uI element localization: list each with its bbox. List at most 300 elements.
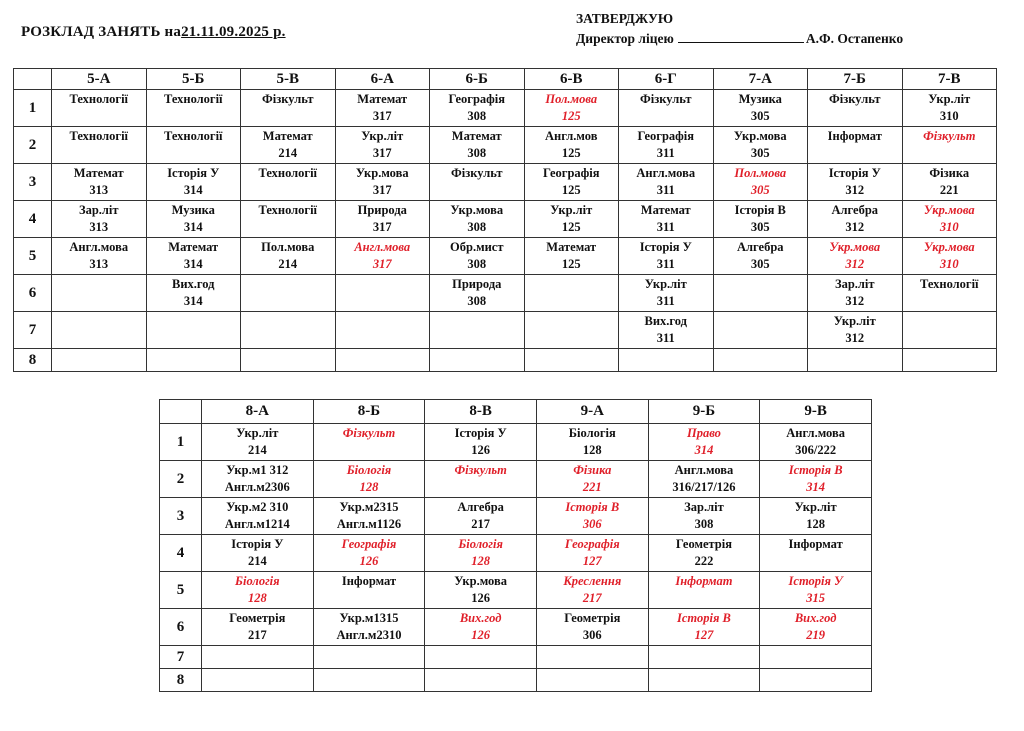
subject-text: Технології [258,166,318,180]
room-text: 310 [939,109,959,123]
lesson-cell [713,164,808,201]
lesson-cell [536,535,648,572]
schedule-table-grades-5-7 [13,68,997,372]
room-text: 314 [694,443,714,457]
lesson-cell [202,669,314,692]
room-text: 126 [359,554,379,568]
lesson-cell [902,201,997,238]
lesson-cell [760,498,872,535]
room-text: 125 [561,109,581,123]
class-header: 8-А [202,400,314,424]
lesson-cell [713,349,808,372]
room-text: 313 [89,257,109,271]
subject-text: Історія В [788,463,843,477]
room-text: 128 [582,443,602,457]
room-text: 214 [247,443,267,457]
room-text: 317 [372,146,392,160]
room-text: 308 [467,257,487,271]
room-text: Англ.м1126 [336,517,402,531]
approve-role: Директор ліцею [576,31,674,46]
lesson-cell [430,201,525,238]
room-text: 312 [845,257,865,271]
subject-text: Технології [919,277,979,291]
subject-text: Англ.мова [636,166,696,180]
room-text: 305 [750,183,770,197]
approval-block [576,9,903,49]
lesson-row [14,349,997,372]
lesson-cell [241,312,336,349]
room-text: 314 [183,294,203,308]
room-text: 314 [183,220,203,234]
subject-text: Укр.літ [928,92,971,106]
subject-text: Англ.мов [545,129,598,143]
room-text: 128 [359,480,379,494]
lesson-cell [146,349,241,372]
class-header: 7-А [713,69,808,90]
class-header-row [160,400,872,424]
room-text: 314 [806,480,826,494]
lesson-row [14,164,997,201]
lesson-cell [430,312,525,349]
lesson-cell [808,238,903,275]
lesson-cell [146,127,241,164]
lesson-cell [902,164,997,201]
lesson-number: 2 [160,461,202,498]
lesson-number: 3 [14,164,52,201]
lesson-cell [425,424,537,461]
title-date: 21.11.09.2025 р. [181,24,286,40]
lesson-cell [524,90,619,127]
lesson-cell [619,127,714,164]
lesson-cell [241,201,336,238]
room-text: 314 [183,257,203,271]
lesson-cell [146,312,241,349]
lesson-cell [536,669,648,692]
lesson-number: 6 [14,275,52,312]
room-text: 312 [845,331,865,345]
room-text: 312 [845,183,865,197]
lesson-cell [425,609,537,646]
lesson-number: 8 [14,349,52,372]
subject-text: Природа [357,203,407,217]
room-text: 217 [247,628,267,642]
room-text: 221 [939,183,959,197]
room-text: 128 [247,591,267,605]
lesson-row [160,669,872,692]
room-text: Англ.м2310 [336,628,402,642]
subject-text: Вих.год [172,277,215,291]
lesson-cell [524,312,619,349]
subject-text: Фізкульт [829,92,881,106]
lesson-cell [648,461,760,498]
room-text: 126 [471,628,491,642]
room-text: 305 [750,146,770,160]
lesson-cell [313,498,425,535]
subject-text: Геометрія [229,611,286,625]
room-text: 306/222 [795,443,837,457]
subject-text: Інформат [341,574,397,588]
class-header: 9-Б [648,400,760,424]
room-text: 126 [471,443,491,457]
subject-text: Фізика [573,463,612,477]
room-text: 311 [656,331,675,345]
lesson-cell [313,609,425,646]
subject-text: Обр.мист [450,240,504,254]
subject-text: Вих.год [794,611,837,625]
room-text: 127 [694,628,714,642]
lesson-number: 8 [160,669,202,692]
lesson-cell [536,424,648,461]
lesson-cell [648,424,760,461]
subject-text: Алгебра [736,240,784,254]
schedule-table-grades-8-9 [159,399,872,692]
lesson-cell [760,646,872,669]
class-header: 5-В [241,69,336,90]
lesson-cell [425,498,537,535]
lesson-cell [536,572,648,609]
subject-text: Математ [262,129,313,143]
subject-text: Географія [564,537,620,551]
subject-text: Фізкульт [451,166,503,180]
lesson-cell [524,127,619,164]
subject-text: Фізкульт [342,426,396,440]
room-text: 308 [467,294,487,308]
lesson-cell [648,572,760,609]
lesson-cell [902,312,997,349]
lesson-row [14,201,997,238]
approve-name: А.Ф. Остапенко [805,31,904,46]
class-header: 7-Б [808,69,903,90]
room-text: 214 [278,146,298,160]
lesson-number: 7 [14,312,52,349]
lesson-cell [430,275,525,312]
subject-text: Історія В [677,611,731,625]
subject-text: Креслення [563,574,622,588]
lesson-cell [202,498,314,535]
lesson-cell [335,90,430,127]
subject-text: Зар.літ [78,203,119,217]
subject-text: Укр.м2315 [339,500,399,514]
lesson-cell [313,461,425,498]
subject-text: Укр.літ [361,129,404,143]
lesson-row [14,127,997,164]
room-text: 305 [750,220,770,234]
lesson-cell [713,275,808,312]
subject-text: Історія В [734,203,786,217]
lesson-cell [430,90,525,127]
subject-text: Математ [451,129,502,143]
subject-text: Математ [168,240,219,254]
lesson-cell [335,164,430,201]
room-text: 311 [656,183,675,197]
room-text: 214 [247,554,267,568]
room-text: 125 [561,183,581,197]
lesson-cell [241,275,336,312]
subject-text: Англ.мова [69,240,129,254]
lesson-cell [335,312,430,349]
room-text: 315 [806,591,826,605]
subject-text: Географія [448,92,506,106]
subject-text: Математ [73,166,124,180]
lesson-cell [808,312,903,349]
lesson-cell [902,127,997,164]
subject-text: Математ [357,92,408,106]
subject-text: Історія У [788,574,843,588]
lesson-cell [619,275,714,312]
lesson-cell [619,349,714,372]
lesson-cell [202,646,314,669]
subject-text: Пол.мова [734,166,787,180]
lesson-cell [430,349,525,372]
lesson-cell [52,312,147,349]
lesson-cell [430,238,525,275]
lesson-cell [146,275,241,312]
subject-text: Укр.мова [923,240,975,254]
lesson-cell [648,646,760,669]
subject-text: Укр.мова [733,129,787,143]
lesson-cell [202,461,314,498]
approve-signature-line [576,29,903,49]
lesson-cell [902,90,997,127]
lesson-cell [713,312,808,349]
lesson-cell [52,90,147,127]
lesson-row [14,90,997,127]
subject-text: Укр.мова [829,240,881,254]
lesson-cell [146,238,241,275]
class-header: 6-Г [619,69,714,90]
room-text: Англ.м1214 [224,517,290,531]
subject-text: Укр.м2 310 [226,500,289,514]
room-text: 305 [750,257,770,271]
room-text: 126 [471,591,491,605]
lesson-cell [524,349,619,372]
subject-text: Укр.літ [644,277,687,291]
room-text: 217 [471,517,491,531]
lesson-number: 2 [14,127,52,164]
lesson-cell [536,609,648,646]
class-header: 8-Б [313,400,425,424]
lesson-number: 4 [160,535,202,572]
lesson-cell [536,498,648,535]
subject-text: Біологія [568,426,616,440]
subject-text: Укр.мова [923,203,975,217]
subject-text: Фізкульт [923,129,976,143]
lesson-cell [52,127,147,164]
subject-text: Технології [163,92,223,106]
room-text: 306 [582,628,602,642]
lesson-cell [425,646,537,669]
class-header-row [14,69,997,90]
lesson-cell [760,535,872,572]
lesson-cell [648,669,760,692]
lesson-cell [335,238,430,275]
room-text: 311 [656,294,675,308]
room-text: 308 [467,220,487,234]
subject-text: Право [687,426,721,440]
lesson-cell [808,127,903,164]
lesson-cell [619,201,714,238]
room-text: 305 [750,109,770,123]
lesson-cell [335,275,430,312]
lesson-number: 3 [160,498,202,535]
lesson-cell [202,424,314,461]
room-text: 312 [845,294,865,308]
corner-cell [160,400,202,424]
room-text: 316/217/126 [672,480,736,494]
lesson-cell [425,669,537,692]
subject-text: Укр.літ [550,203,593,217]
subject-text: Укр.мова [450,203,504,217]
subject-text: Географія [542,166,600,180]
subject-text: Укр.мова [355,166,409,180]
approve-title: ЗАТВЕРДЖУЮ [576,11,674,26]
lesson-row [160,646,872,669]
lesson-cell [619,238,714,275]
lesson-cell [425,461,537,498]
subject-text: Пол.мова [545,92,598,106]
lesson-row [14,238,997,275]
lesson-cell [52,349,147,372]
room-text: 317 [372,183,392,197]
subject-text: Зар.літ [684,500,724,514]
room-text: 317 [372,109,392,123]
subject-text: Історія У [231,537,284,551]
lesson-cell [524,275,619,312]
room-text: 308 [467,109,487,123]
subject-text: Фізика [929,166,970,180]
page-title [21,24,286,41]
class-header: 6-В [524,69,619,90]
subject-text: Географія [341,537,397,551]
room-text: 306 [582,517,602,531]
subject-text: Геометрія [564,611,621,625]
lesson-row [14,275,997,312]
room-text: 317 [372,257,392,271]
lesson-cell [335,349,430,372]
room-text: 125 [561,146,581,160]
lesson-cell [808,90,903,127]
lesson-row [160,498,872,535]
subject-text: Інформат [675,574,733,588]
room-text: 217 [582,591,602,605]
room-text: 128 [806,517,826,531]
lesson-cell [241,349,336,372]
subject-text: Геометрія [675,537,732,551]
class-header: 9-В [760,400,872,424]
lesson-cell [202,535,314,572]
room-text: 222 [694,554,714,568]
subject-text: Фізкульт [640,92,692,106]
lesson-cell [808,164,903,201]
subject-text: Фізкульт [454,463,507,477]
lesson-cell [524,164,619,201]
lesson-cell [524,238,619,275]
class-header: 6-А [335,69,430,90]
room-text: 311 [656,257,675,271]
subject-text: Вих.год [459,611,502,625]
lesson-cell [713,127,808,164]
room-text: 125 [561,220,581,234]
lesson-cell [146,201,241,238]
subject-text: Географія [637,129,695,143]
subject-text: Фізкульт [262,92,314,106]
lesson-cell [648,498,760,535]
lesson-cell [313,572,425,609]
subject-text: Біологія [235,574,280,588]
subject-text: Пол.мова [261,240,315,254]
class-header: 5-А [52,69,147,90]
corner-cell [14,69,52,90]
lesson-cell [202,609,314,646]
lesson-number: 5 [14,238,52,275]
lesson-row [160,461,872,498]
lesson-cell [241,90,336,127]
lesson-cell [760,572,872,609]
subject-text: Технології [258,203,318,217]
class-header: 6-Б [430,69,525,90]
lesson-cell [713,90,808,127]
subject-text: Математ [546,240,597,254]
lesson-row [160,572,872,609]
lesson-cell [430,164,525,201]
room-text: 313 [89,220,109,234]
lesson-cell [536,461,648,498]
subject-text: Біологія [458,537,503,551]
lesson-cell [425,572,537,609]
room-text: Англ.м2306 [224,480,290,494]
lesson-cell [52,238,147,275]
room-text: 128 [471,554,491,568]
lesson-cell [619,90,714,127]
lesson-cell [902,275,997,312]
lesson-cell [760,461,872,498]
lesson-cell [52,201,147,238]
lesson-cell [760,609,872,646]
room-text: 310 [939,220,959,234]
subject-text: Історія В [565,500,620,514]
lesson-cell [713,201,808,238]
subject-text: Історія У [454,426,507,440]
subject-text: Вих.год [644,314,687,328]
lesson-cell [313,535,425,572]
lesson-cell [202,572,314,609]
lesson-cell [425,535,537,572]
signature-blank [678,30,804,43]
lesson-cell [902,238,997,275]
subject-text: Укр.літ [833,314,876,328]
subject-text: Біологія [346,463,392,477]
room-text: 219 [806,628,826,642]
subject-text: Музика [738,92,782,106]
lesson-cell [52,164,147,201]
subject-text: Інформат [788,537,843,551]
room-text: 313 [89,183,109,197]
room-text: 125 [561,257,581,271]
lesson-number: 5 [160,572,202,609]
room-text: 310 [939,257,959,271]
lesson-row [14,312,997,349]
subject-text: Укр.м1 312 [226,463,289,477]
lesson-cell [335,127,430,164]
lesson-cell [146,164,241,201]
subject-text: Технології [163,129,223,143]
class-header: 8-В [425,400,537,424]
lesson-number: 4 [14,201,52,238]
subject-text: Інформат [827,129,882,143]
lesson-cell [313,424,425,461]
lesson-cell [808,275,903,312]
subject-text: Музика [171,203,215,217]
